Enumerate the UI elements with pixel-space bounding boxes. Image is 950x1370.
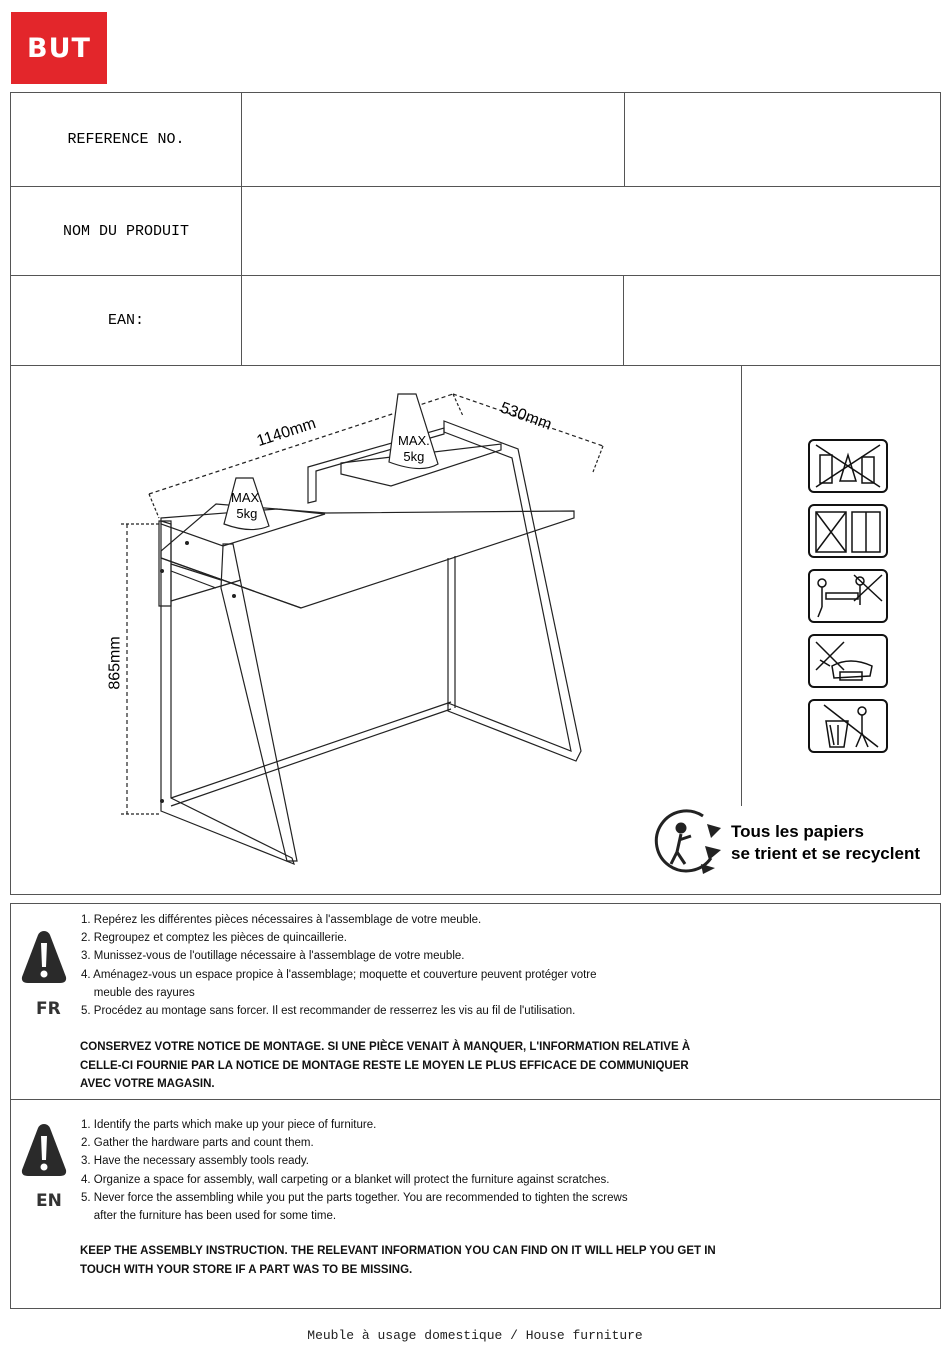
brand-logo (11, 12, 107, 84)
width-dimension: 1140mm (254, 415, 319, 451)
keep-notice-fr: CONSERVEZ VOTRE NOTICE DE MONTAGE. SI UNE PIÈCE VENAIT À MANQUER, L'INFORMATION RELATIVE À CELLE-CI FOURNIE PAR LA NOTICE DE MONTAGE RESTE LE MOYEN LE PLUS EFFICACE DE COMMUNIQUER AVEC VOTRE MAGASIN. (80, 1041, 691, 1090)
no-chemical-cleaners-icon (808, 439, 888, 493)
product-drawing-panel (10, 366, 941, 895)
max-load-right (398, 433, 430, 465)
reference-label: REFERENCE NO. (11, 93, 242, 186)
step-en-5: 5. Never force the assembling while you put the parts together. You are recommended to tighten the screws (81, 1191, 628, 1204)
product-info-table (10, 92, 941, 366)
warning-icon-fr (20, 929, 68, 985)
max-load-right-value: 5kg (403, 449, 425, 464)
no-abrasive-cleaning-icon (808, 634, 888, 688)
step-en-2: 2. Gather the hardware parts and count them. (81, 1137, 314, 1150)
safety-instructions-panel (10, 903, 941, 1309)
lang-code-fr: FR (36, 999, 61, 1019)
desk-drawing (11, 366, 942, 895)
brand-logo-text: BUT (27, 32, 91, 64)
step-fr-4: 4. Aménagez-vous un espace propice à l'assemblage; moquette et couverture peuvent protéger votre (81, 968, 597, 981)
ean-value-cell (242, 276, 624, 365)
footer-note: Meuble à usage domestique / House furniture (307, 1328, 643, 1343)
lang-code-en: EN (36, 1191, 62, 1211)
two-person-assembly-icon (808, 569, 888, 623)
reference-value-cell (242, 93, 625, 186)
recycle-line-1: Tous les papiers (731, 822, 864, 841)
product-name-label: NOM DU PRODUIT (11, 187, 242, 275)
recycle-line-2: se trient et se recyclent (731, 844, 920, 863)
max-load-left-value: 5kg (236, 506, 258, 521)
depth-dimension: 530mm (497, 399, 554, 434)
recycle-message (731, 821, 920, 865)
product-name-row (11, 187, 940, 276)
ean-label: EAN: (11, 276, 242, 365)
step-fr-5: 5. Procédez au montage sans forcer. Il est recommander de resserrez les vis au fil de l'utilisation. (81, 1005, 576, 1018)
keep-notice-en: KEEP THE ASSEMBLY INSTRUCTION. THE RELEVANT INFORMATION YOU CAN FIND ON IT WILL HELP YOU GET IN TOUCH WITH YOUR STORE IF A PART WAS TO BE MISSING. (80, 1245, 716, 1276)
reference-row (11, 93, 940, 187)
height-dimension: 865mm (106, 636, 124, 690)
warning-icon-en (20, 1122, 68, 1178)
recycle-icon (651, 806, 725, 876)
max-load-left (231, 490, 263, 522)
step-en-3: 3. Have the necessary assembly tools ready. (81, 1155, 309, 1168)
step-en-4: 4. Organize a space for assembly, wall carpeting or a blanket will protect the furniture against scratches. (81, 1173, 610, 1186)
no-extra-load-icon (808, 504, 888, 558)
step-en-5-cont: after the furniture has been used for some time. (81, 1210, 337, 1223)
language-divider (11, 1099, 940, 1100)
step-fr-3: 3. Munissez-vous de l'outillage nécessaire à l'assemblage de votre meuble. (81, 950, 465, 963)
max-load-right-label: MAX. (398, 433, 430, 448)
step-fr-4-cont: meuble des rayures (81, 986, 195, 999)
no-trash-disposal-icon (808, 699, 888, 753)
steps-list-fr (81, 911, 597, 1020)
max-load-left-label: MAX. (231, 490, 263, 505)
step-fr-1: 1. Repérez les différentes pièces nécessaires à l'assemblage de votre meuble. (81, 914, 482, 926)
step-en-1: 1. Identify the parts which make up your piece of furniture. (81, 1119, 377, 1131)
ean-row (11, 276, 940, 365)
step-fr-2: 2. Regroupez et comptez les pièces de quincaillerie. (81, 932, 347, 945)
steps-list-en (81, 1116, 628, 1225)
